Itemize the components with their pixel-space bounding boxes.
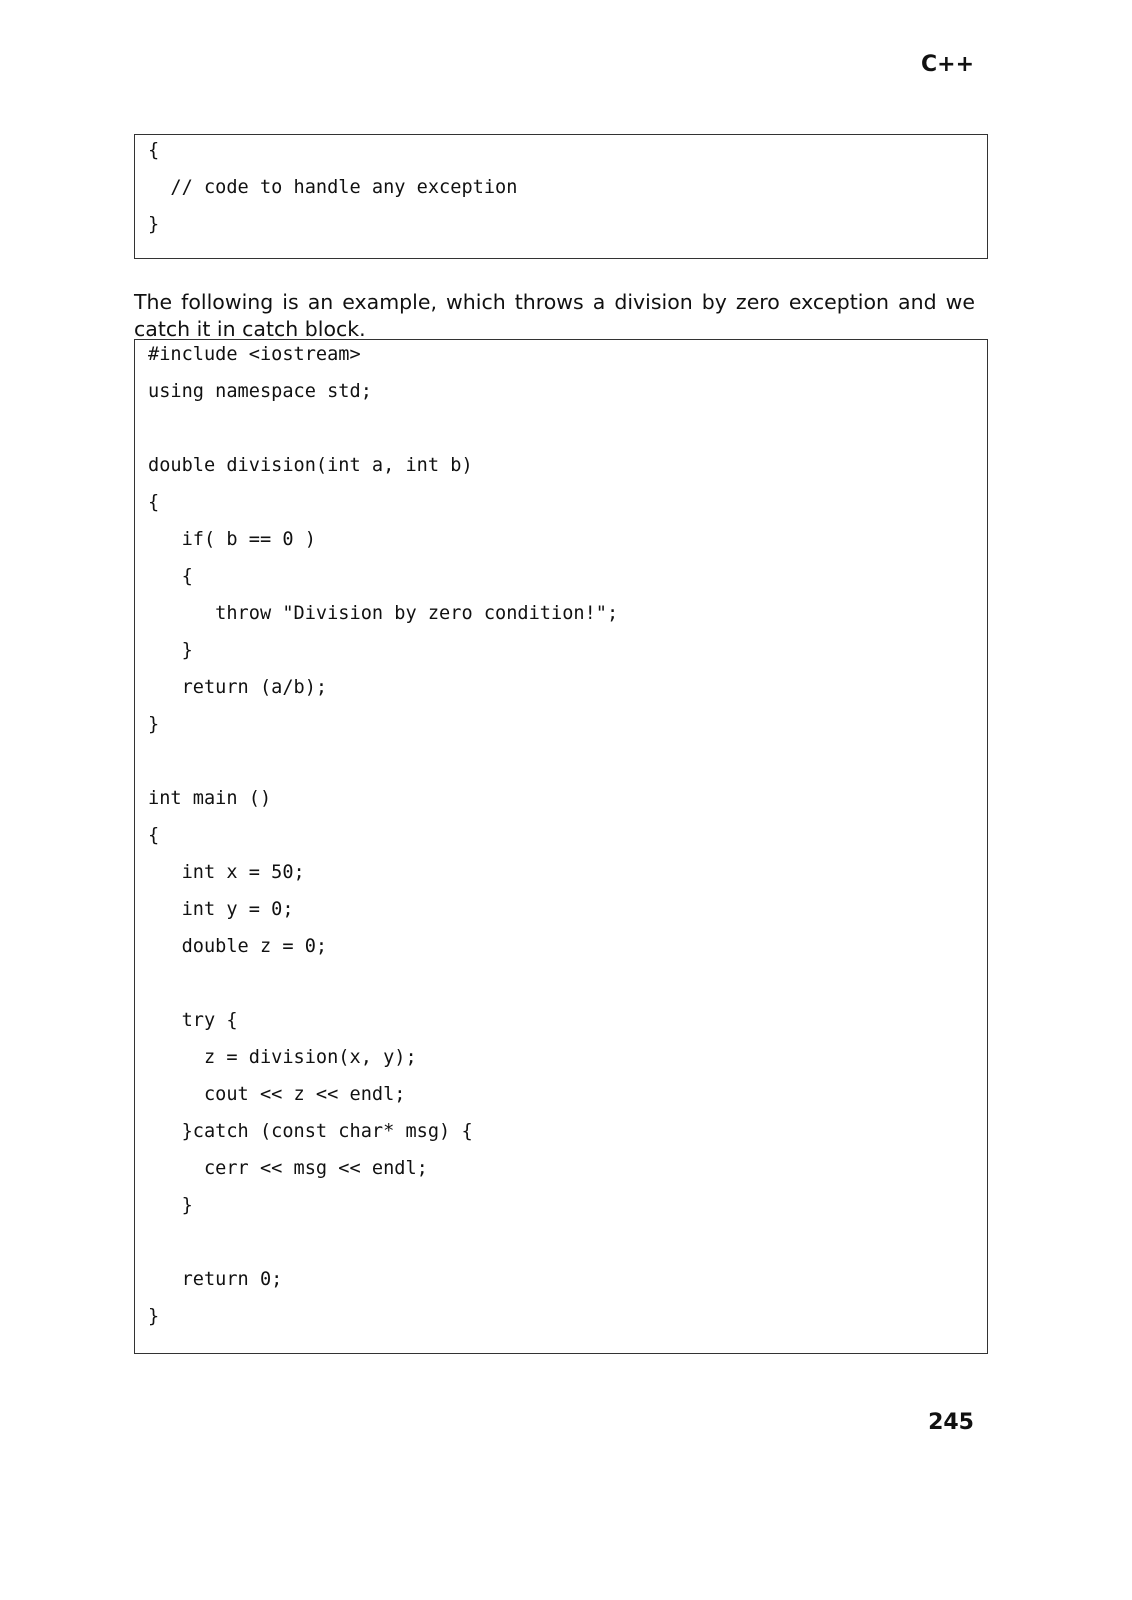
code-line: cout << z << endl; <box>148 1084 406 1105</box>
code-line: z = division(x, y); <box>148 1047 417 1068</box>
code-line: if( b == 0 ) <box>148 529 316 550</box>
code-line: } <box>148 214 160 235</box>
code-line: throw "Division by zero condition!"; <box>148 603 619 624</box>
code-line: return (a/b); <box>148 677 328 698</box>
code-line: } <box>148 714 160 735</box>
code-line <box>148 1232 974 1269</box>
code-line: }catch (const char* msg) { <box>148 1121 473 1142</box>
code-line: { <box>148 825 160 846</box>
code-line: int x = 50; <box>148 862 305 883</box>
code-line: try { <box>148 1010 238 1031</box>
running-header-title: C++ <box>920 52 974 77</box>
code-line: { <box>148 492 160 513</box>
code-line: double z = 0; <box>148 936 328 957</box>
code-line: // code to handle any exception <box>148 177 518 198</box>
code-line: cerr << msg << endl; <box>148 1158 428 1179</box>
code-block-catch-all <box>134 134 988 259</box>
body-paragraph: The following is an example, which throws a division by zero exception and we catch it in catch block. <box>134 289 975 341</box>
code-line: using namespace std; <box>148 381 372 402</box>
code-line: #include <iostream> <box>148 344 361 365</box>
code-line <box>148 751 974 788</box>
code-line: } <box>148 640 193 661</box>
code-line: int y = 0; <box>148 899 294 920</box>
code-line: } <box>148 1195 193 1216</box>
code-line <box>148 418 974 455</box>
page-number: 245 <box>928 1410 974 1435</box>
code-line: return 0; <box>148 1269 283 1290</box>
code-line: int main () <box>148 788 272 809</box>
code-line: double division(int a, int b) <box>148 455 473 476</box>
code-block-division-example <box>134 339 988 1354</box>
code-line: } <box>148 1306 160 1327</box>
code-line: { <box>148 140 160 161</box>
code-line <box>148 973 974 1010</box>
code-line: { <box>148 566 193 587</box>
